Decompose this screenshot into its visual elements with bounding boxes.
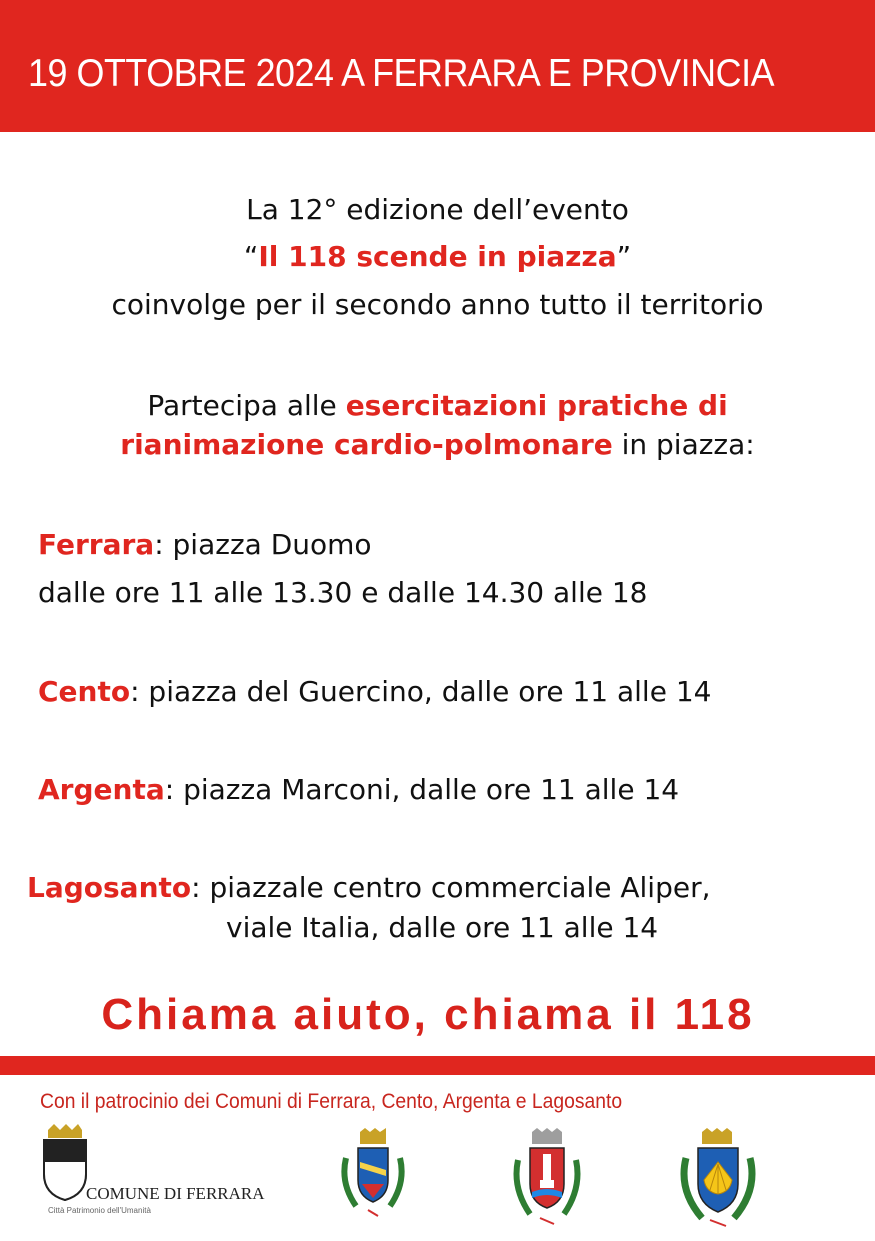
call-line-2 xyxy=(0,428,875,461)
city-name: Argenta xyxy=(38,773,165,806)
quote-open: “ xyxy=(243,240,259,273)
location-lagosanto-hours: viale Italia, dalle ore 11 alle 14 xyxy=(226,911,659,944)
header-title: 19 OTTOBRE 2024 A FERRARA E PROVINCIA xyxy=(28,52,775,95)
quote-close: ” xyxy=(616,240,632,273)
argenta-crest-icon xyxy=(510,1128,584,1226)
city-name: Ferrara xyxy=(38,528,155,561)
location-argenta xyxy=(38,773,679,806)
location-detail: : piazza Duomo xyxy=(154,528,372,561)
call-highlight-1: esercitazioni pratiche di xyxy=(345,389,728,422)
location-ferrara-hours: dalle ore 11 alle 13.30 e dalle 14.30 alle 18 xyxy=(38,576,648,609)
slogan: Chiama aiuto, chiama il 118 xyxy=(101,990,755,1039)
intro-line-2 xyxy=(0,240,875,273)
location-detail: : piazzale centro commerciale Aliper, xyxy=(191,871,711,904)
intro-line-3: coinvolge per il secondo anno tutto il territorio xyxy=(111,288,764,321)
footer-divider xyxy=(0,1056,875,1075)
patronage-text: Con il patrocinio dei Comuni di Ferrara, Cento, Argenta e Lagosanto xyxy=(40,1090,623,1113)
location-cento xyxy=(38,675,711,708)
location-ferrara xyxy=(38,528,372,561)
header-banner xyxy=(0,0,875,132)
location-detail: : piazza del Guercino, dalle ore 11 alle 14 xyxy=(130,675,712,708)
event-name: Il 118 scende in piazza xyxy=(258,240,617,273)
comune-name: COMUNE DI FERRARA xyxy=(86,1184,265,1203)
city-name: Cento xyxy=(38,675,131,708)
call-line-1 xyxy=(0,389,875,422)
location-lagosanto xyxy=(27,871,710,904)
cento-crest-icon xyxy=(338,1128,408,1218)
lagosanto-crest-icon xyxy=(676,1128,760,1228)
intro-line-1: La 12° edizione dell’evento xyxy=(246,193,629,226)
call-prefix: Partecipa alle xyxy=(147,389,346,422)
call-suffix: in piazza: xyxy=(612,428,755,461)
call-highlight-2: rianimazione cardio-polmonare xyxy=(120,428,613,461)
location-detail: : piazza Marconi, dalle ore 11 alle 14 xyxy=(164,773,680,806)
city-name: Lagosanto xyxy=(27,871,192,904)
comune-subtitle: Città Patrimonio dell'Umanità xyxy=(48,1206,151,1215)
